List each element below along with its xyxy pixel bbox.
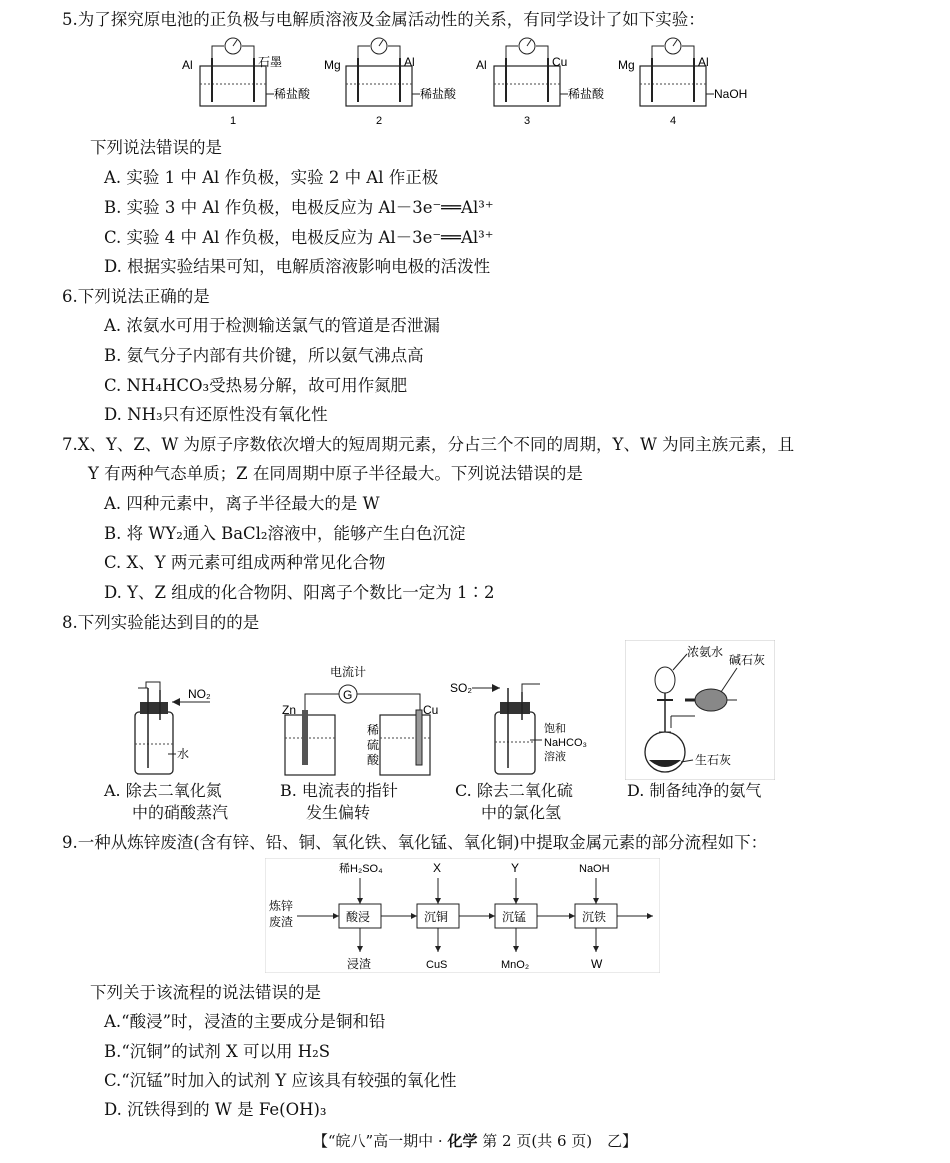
cell-2-num: 2 xyxy=(376,115,383,127)
q5-stem: 5.为了探究原电池的正负极与电解质溶液及金属活动性的关系，有同学设计了如下实验： xyxy=(62,10,705,29)
cell-2-left: Mg xyxy=(324,58,341,72)
flow-reagent-2: X xyxy=(433,861,442,875)
cell-3-right: Cu xyxy=(552,55,568,69)
q8b-right-electrode: Cu xyxy=(423,703,439,717)
cell-3-left: Al xyxy=(476,58,487,72)
flow-reagent-3: Y xyxy=(511,861,520,875)
cell-4-diagram xyxy=(618,38,747,127)
q5-option-b: B. 实验 3 中 Al 作负极，电极反应为 Al－3e⁻══Al³⁺ xyxy=(104,198,494,217)
q5-figure xyxy=(178,36,758,131)
q8-option-d xyxy=(627,780,761,802)
q8a-gas-label: NO₂ xyxy=(188,687,211,701)
flow-input-line2: 废渣 xyxy=(269,915,294,929)
cell-2-diagram xyxy=(324,38,457,127)
q8c-liquid-line2: NaHCO₃ xyxy=(544,737,587,749)
cell-1-num: 1 xyxy=(230,115,237,127)
q8-option-a-line2: 中的硝酸蒸汽 xyxy=(132,803,229,822)
q8d-side-label: 碱石灰 xyxy=(729,653,766,667)
q9-option-c: C.“沉锰”时加入的试剂 Y 应该具有较强的氧化性 xyxy=(104,1071,457,1090)
q8-option-a-line1: A. 除去二氧化氮 xyxy=(104,781,222,800)
cell-1-left: Al xyxy=(182,58,193,72)
q5-option-c: C. 实验 4 中 Al 作负极，电极反应为 Al－3e⁻══Al³⁺ xyxy=(104,228,494,247)
cell-4-num: 4 xyxy=(670,115,677,127)
cell-1-solution: 稀盐酸 xyxy=(274,87,311,101)
flow-reagent-4: NaOH xyxy=(579,863,610,875)
cell-1-right: 石墨 xyxy=(258,55,283,69)
q8d-bottom-label: 生石灰 xyxy=(695,753,732,767)
q6-option-c: C. NH₄HCO₃受热易分解，故可用作氮肥 xyxy=(104,376,408,395)
q7-stem-line1: 7.X、Y、Z、W 为原子序数依次增大的短周期元素，分占三个不同的周期，Y、W 为同主族元素，且 xyxy=(62,435,795,454)
q9-stem: 9.一种从炼锌废渣(含有锌、铅、铜、氧化铁、氧化锰、氧化铜)中提取金属元素的部分流程如下： xyxy=(62,833,768,852)
q7-option-c: C. X、Y 两元素可组成两种常见化合物 xyxy=(104,553,386,572)
flow-step-1: 酸浸 xyxy=(346,910,371,924)
flow-reagent-1: 稀H₂SO₄ xyxy=(339,863,383,875)
cell-3-diagram xyxy=(476,38,605,127)
q8b-acid-char1: 稀 xyxy=(367,723,380,737)
flow-step-3: 沉锰 xyxy=(502,910,527,924)
cell-1-diagram xyxy=(182,38,311,127)
flow-output-2: CuS xyxy=(426,959,448,971)
q8-option-c-line1: C. 除去二氧化硫 xyxy=(455,781,573,800)
q8-option-b-line2: 发生偏转 xyxy=(306,803,371,822)
q8-stem: 8.下列实验能达到目的的是 xyxy=(62,613,260,632)
flow-step-4: 沉铁 xyxy=(582,910,607,924)
q9-option-d: D. 沉铁得到的 W 是 Fe(OH)₃ xyxy=(104,1100,327,1119)
q8b-g-label: G xyxy=(343,688,353,702)
cell-2-right: Al xyxy=(404,55,415,69)
flow-step-2: 沉铜 xyxy=(424,910,449,924)
q8b-acid-char2: 硫 xyxy=(367,738,380,752)
q8b-acid-char3: 酸 xyxy=(367,753,380,767)
cell-3-solution: 稀盐酸 xyxy=(568,87,605,101)
q8d-top-label: 浓氨水 xyxy=(687,645,724,659)
q9-flowchart xyxy=(265,858,660,973)
q8-option-b xyxy=(280,780,398,824)
footer-left: 【“皖八”高一期中 · xyxy=(312,1132,443,1150)
q7-option-d: D. Y、Z 组成的化合物阴、阳离子个数比一定为 1∶2 xyxy=(104,583,495,602)
q6-option-b: B. 氨气分子内部有共价键，所以氨气沸点高 xyxy=(104,346,424,365)
cell-4-solution: NaOH xyxy=(714,87,748,101)
cell-3-num: 3 xyxy=(524,115,531,127)
cell-4-right: Al xyxy=(698,55,709,69)
footer-right: 第 2 页(共 6 页) 乙】 xyxy=(482,1132,638,1150)
q9-prompt: 下列关于该流程的说法错误的是 xyxy=(90,983,321,1002)
q8c-gas-label: SO₂ xyxy=(450,681,472,695)
q8a-liquid-label: 水 xyxy=(177,747,190,761)
q8b-left-electrode: Zn xyxy=(282,703,297,717)
footer-subject: 化学 xyxy=(447,1132,478,1150)
q9-option-a: A.“酸浸”时，浸渣的主要成分是铜和铅 xyxy=(104,1012,386,1031)
q8-option-c-line2: 中的氯化氢 xyxy=(481,803,562,822)
flow-output-3: MnO₂ xyxy=(501,959,530,971)
q5-prompt: 下列说法错误的是 xyxy=(90,138,222,157)
q6-option-d: D. NH₃只有还原性没有氧化性 xyxy=(104,405,328,424)
flow-input-line1: 炼锌 xyxy=(269,899,294,913)
q8-figure-a xyxy=(110,680,260,780)
q5-option-d: D. 根据实验结果可知，电解质溶液影响电极的活泼性 xyxy=(104,257,491,276)
q8c-liquid-line3: 溶液 xyxy=(544,751,566,763)
q8-option-b-line1: B. 电流表的指针 xyxy=(280,781,398,800)
q7-stem-line2: Y 有两种气态单质；Z 在同周期中原子半径最大。下列说法错误的是 xyxy=(88,464,583,483)
page-footer xyxy=(0,1130,950,1151)
q8-option-d-line1: D. 制备纯净的氨气 xyxy=(627,781,762,800)
q8-figure-d xyxy=(625,640,775,780)
q5-option-a: A. 实验 1 中 Al 作负极，实验 2 中 Al 作正极 xyxy=(104,168,439,187)
q8-figure-b xyxy=(270,660,450,782)
q8-option-c xyxy=(455,780,573,824)
q8-figure-c xyxy=(450,680,600,780)
q8b-meter-label: 电流计 xyxy=(330,665,367,679)
q9-option-b: B.“沉铜”的试剂 X 可以用 H₂S xyxy=(104,1042,331,1061)
flow-output-4: W xyxy=(591,957,603,971)
q6-option-a: A. 浓氨水可用于检测输送氯气的管道是否泄漏 xyxy=(104,316,440,335)
q7-option-a: A. 四种元素中，离子半径最大的是 W xyxy=(104,494,380,513)
q8c-liquid-line1: 饱和 xyxy=(544,723,566,735)
cell-2-solution: 稀盐酸 xyxy=(420,87,457,101)
q6-stem: 6.下列说法正确的是 xyxy=(62,287,210,306)
q7-option-b: B. 将 WY₂通入 BaCl₂溶液中，能够产生白色沉淀 xyxy=(104,524,466,543)
flow-output-1: 浸渣 xyxy=(347,957,372,971)
q8-option-a xyxy=(104,780,228,824)
cell-4-left: Mg xyxy=(618,58,635,72)
